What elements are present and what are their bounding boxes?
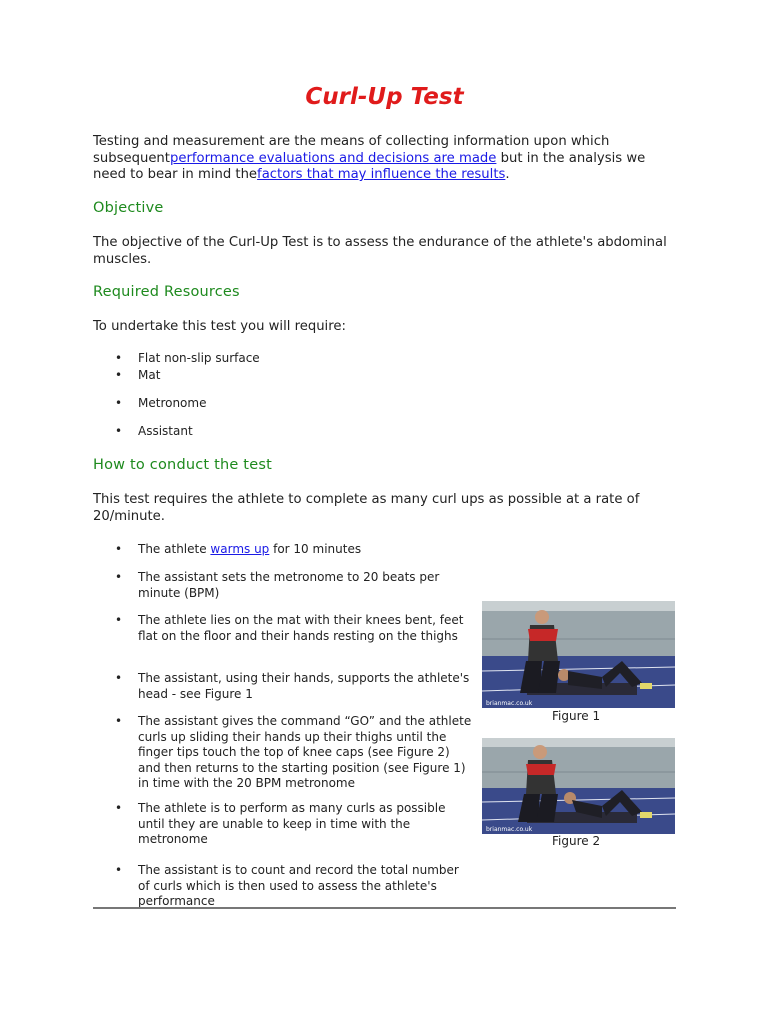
conduct-text: This test requires the athlete to complete as many curl ups as possible at a rate of 20/minute.: [93, 492, 640, 524]
bullet-icon: •: [115, 570, 123, 584]
conduct-heading: How to conduct the test: [93, 457, 272, 473]
figure-1-caption: Figure 1: [552, 709, 601, 723]
bullet-icon: •: [115, 396, 123, 410]
bullet-icon: •: [115, 613, 123, 627]
bullet-icon: •: [115, 542, 123, 556]
intro-paragraph: [93, 134, 676, 184]
resources-heading: Required Resources: [93, 284, 240, 300]
intro-text-1: Testing and measurement are the means of collecting information upon which subsequent: [93, 134, 610, 166]
bullet-icon: •: [115, 714, 123, 728]
watermark-text: brianmac.co.uk: [486, 700, 533, 707]
intro-text-3: .: [505, 167, 510, 182]
performance-evaluations-link[interactable]: performance evaluations and decisions are made: [169, 150, 497, 166]
bullet-icon: •: [115, 863, 123, 877]
resources-intro: To undertake this test you will require:: [93, 319, 346, 334]
warms-up-link[interactable]: warms up: [210, 542, 270, 556]
figure-1-photo: [482, 601, 675, 708]
objective-text: The objective of the Curl-Up Test is to assess the endurance of the athlete's abdominal muscles.: [93, 235, 667, 267]
page-title: Curl-Up Test: [305, 84, 464, 110]
bottom-divider: [93, 907, 676, 909]
figure-2-photo: [482, 738, 675, 834]
influencing-factors-link[interactable]: factors that may influence the results: [257, 167, 506, 182]
figure-2-caption: Figure 2: [552, 834, 601, 848]
bullet-icon: •: [115, 424, 123, 438]
bullet-icon: •: [115, 368, 123, 382]
bullet-icon: •: [115, 801, 123, 815]
bullet-icon: •: [115, 671, 123, 685]
bullet-icon: •: [115, 351, 123, 365]
intro-text-2: but in the analysis we need to bear in mind the: [93, 150, 646, 182]
watermark-text: brianmac.co.uk: [486, 826, 533, 833]
objective-heading: Objective: [93, 200, 164, 216]
